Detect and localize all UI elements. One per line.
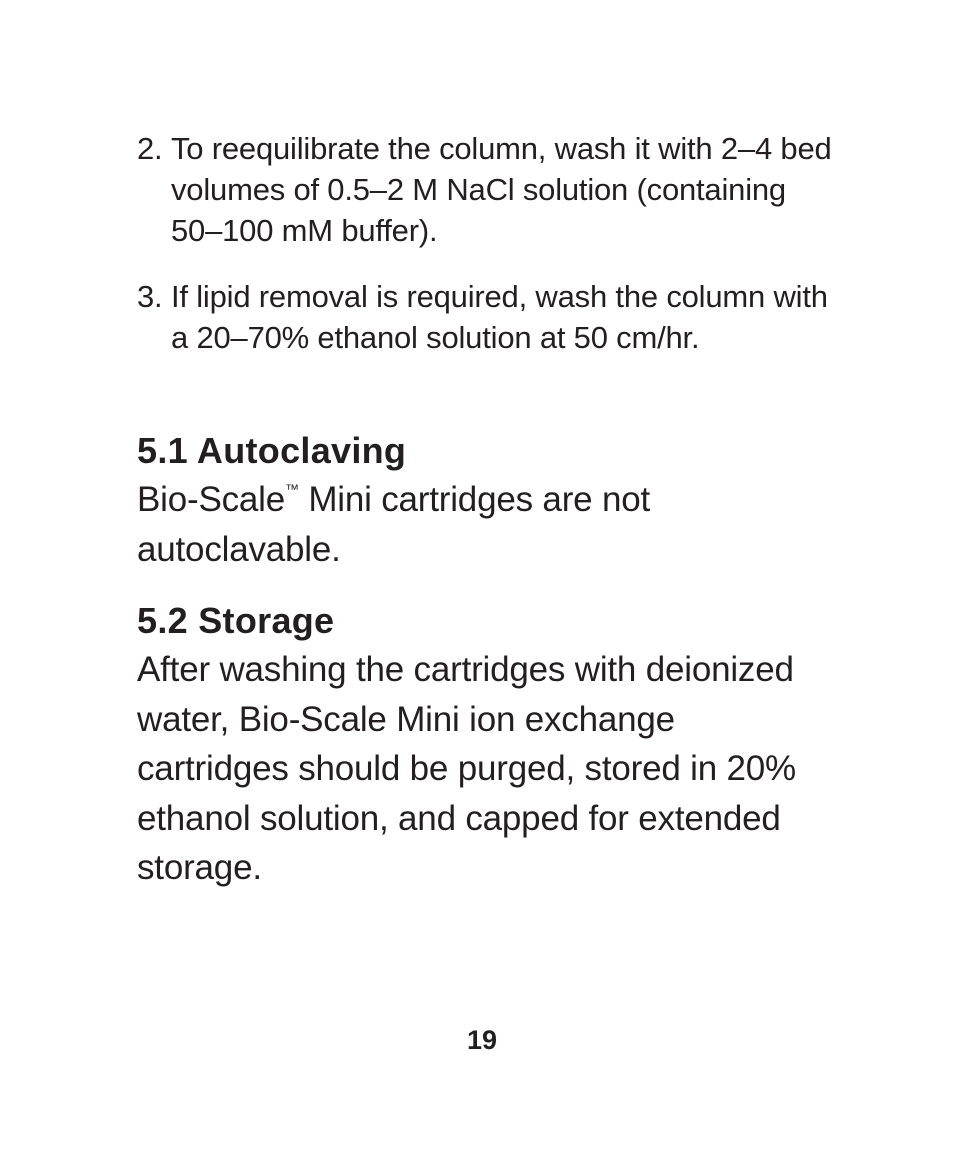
procedure-step-2 [137, 128, 837, 251]
autoclaving-body-text: Mini cartridges are not autoclavable. [137, 480, 650, 569]
page-number: 19 [466, 1025, 498, 1055]
step-text: If lipid removal is required, wash the column with a 20–70% ethanol solution at 50 cm/hr. [171, 279, 828, 355]
step-number: 2. [137, 131, 163, 166]
storage-body: After washing the cartridges with deionized water, Bio-Scale Mini ion exchange cartridges should be purged, stored in 20% ethanol solution, and capped for extended storage. [137, 650, 796, 887]
storage-section [137, 597, 827, 893]
trademark-symbol: ™ [285, 481, 299, 497]
procedure-step-3 [137, 276, 837, 358]
autoclaving-body [137, 475, 827, 574]
step-text: To reequilibrate the column, wash it with 2–4 bed volumes of 0.5–2 M NaCl solution (containing 50–100 mM buffer). [171, 131, 832, 248]
autoclaving-section [137, 427, 827, 574]
brand-name: Bio-Scale [137, 480, 285, 519]
step-number: 3. [137, 279, 163, 314]
autoclaving-heading: 5.1 Autoclaving [137, 430, 407, 471]
storage-heading: 5.2 Storage [137, 600, 335, 641]
procedure-steps [137, 128, 837, 358]
